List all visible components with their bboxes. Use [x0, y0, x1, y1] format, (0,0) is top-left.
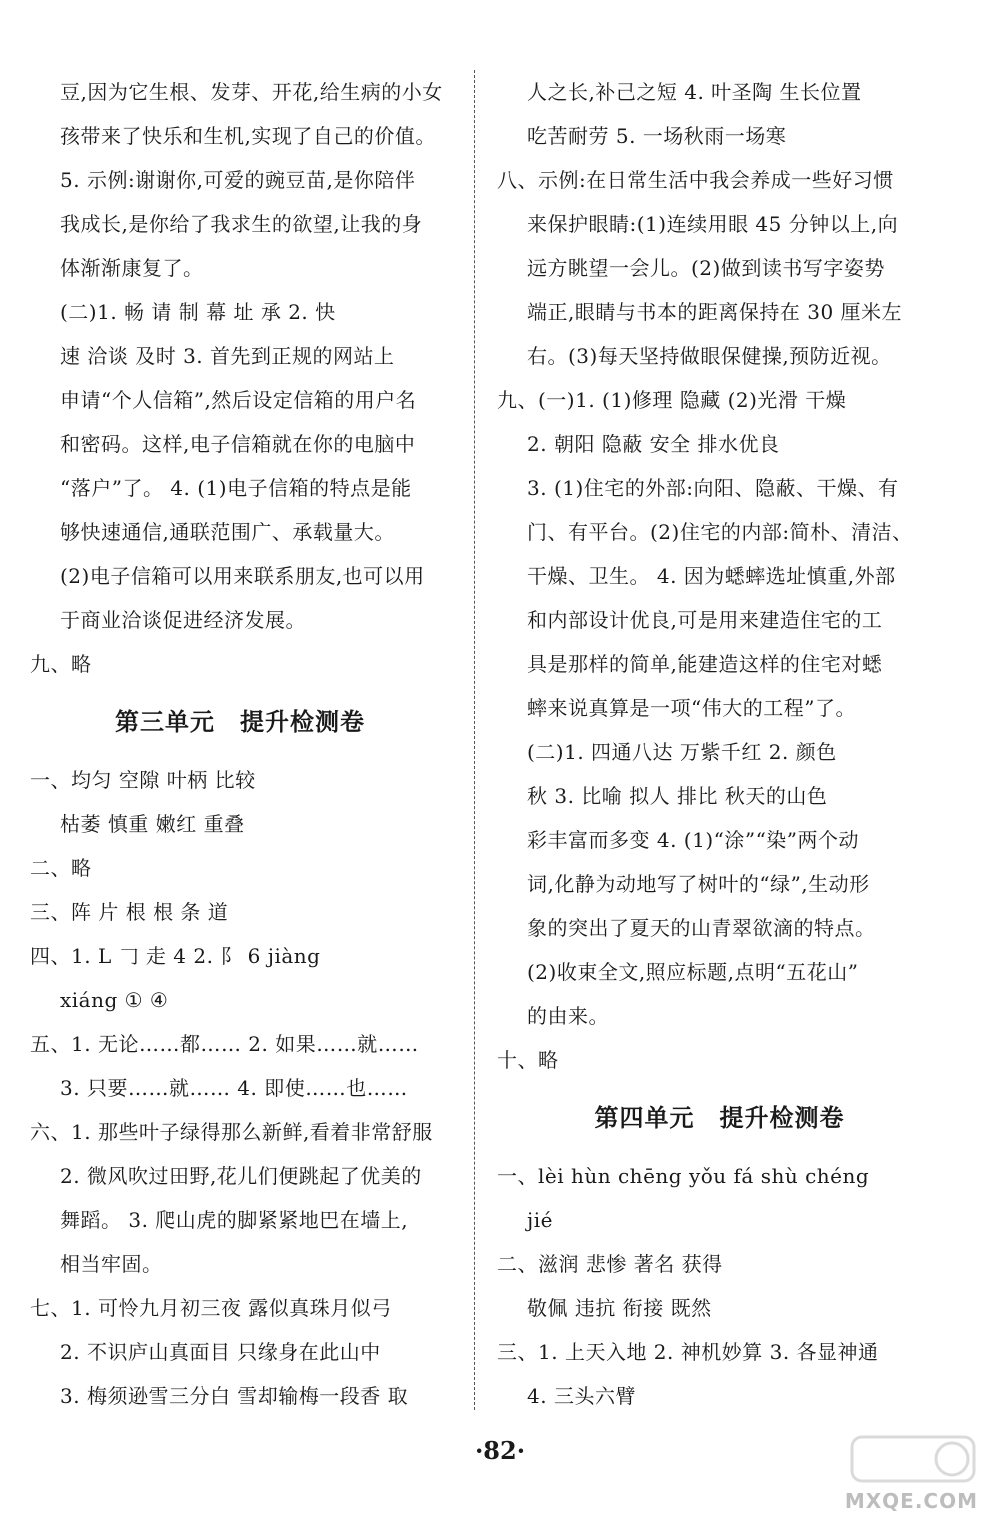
answer-line: 2. 微风吹过田野,花儿们便跳起了优美的 — [60, 1164, 422, 1188]
answer-line: 九、略 — [30, 652, 92, 676]
answer-line: 十、略 — [497, 1048, 559, 1072]
answer-line: 速 洽谈 及时 3. 首先到正规的网站上 — [60, 344, 395, 368]
answer-line: 蟀来说真算是一项“伟大的工程”了。 — [527, 696, 856, 720]
left-answers — [30, 70, 450, 686]
left-column — [30, 70, 450, 1418]
answer-line: 右。(3)每天坚持做眼保健操,预防近视。 — [527, 344, 892, 368]
page-number: ·82· — [474, 1436, 526, 1465]
answer-line: 二、滋润 悲惨 著名 获得 — [497, 1252, 723, 1276]
answer-line: (2)电子信箱可以用来联系朋友,也可以用 — [60, 564, 425, 588]
column-divider — [474, 70, 475, 1410]
unit3-answers — [30, 758, 450, 1418]
answer-line: 豆,因为它生根、发芽、开花,给生病的小女 — [60, 80, 443, 104]
answer-line: 词,化静为动地写了树叶的“绿”,生动形 — [527, 872, 870, 896]
answer-line: 枯萎 慎重 嫩红 重叠 — [60, 812, 245, 836]
answer-line: 二、略 — [30, 856, 92, 880]
answer-line: xiáng ① ④ — [60, 988, 169, 1012]
answer-line: 和密码。这样,电子信箱就在你的电脑中 — [60, 432, 416, 456]
answer-line: 的由来。 — [527, 1004, 609, 1028]
unit4-heading: 第四单元 提升检测卷 — [594, 1104, 845, 1132]
answer-line: 2. 不识庐山真面目 只缘身在此山中 — [60, 1340, 381, 1364]
answer-line: 干燥、卫生。 4. 因为蟋蟀选址慎重,外部 — [527, 564, 896, 588]
answer-line: 2. 朝阳 隐蔽 安全 排水优良 — [527, 432, 780, 456]
answer-line: 孩带来了快乐和生机,实现了自己的价值。 — [60, 124, 436, 148]
answer-line: 五、1. 无论……都…… 2. 如果……就…… — [30, 1032, 419, 1056]
answer-line: 秋 3. 比喻 拟人 排比 秋天的山色 — [527, 784, 828, 808]
answer-line: 相当牢固。 — [60, 1252, 163, 1276]
answer-line: 3. 梅须逊雪三分白 雪却输梅一段香 取 — [60, 1384, 409, 1408]
answer-line: 申请“个人信箱”,然后设定信箱的用户名 — [60, 388, 417, 412]
answer-line: 来保护眼睛:(1)连续用眼 45 分钟以上,向 — [527, 212, 899, 236]
answer-line: 端正,眼睛与书本的距离保持在 30 厘米左 — [527, 300, 903, 324]
answer-line: 3. (1)住宅的外部:向阳、隐蔽、干燥、有 — [527, 476, 899, 500]
answer-line: 四、1. L 𠃌 走 4 2. 阝 6 jiàng — [30, 944, 321, 968]
answer-line: 舞蹈。 3. 爬山虎的脚紧紧地巴在墙上, — [60, 1208, 409, 1232]
answer-line: 敬佩 违抗 衔接 既然 — [527, 1296, 712, 1320]
answer-line: 具是那样的简单,能建造这样的住宅对蟋 — [527, 652, 883, 676]
answer-line: “落户”了。 4. (1)电子信箱的特点是能 — [60, 476, 412, 500]
answer-line: 九、(一)1. (1)修理 隐藏 (2)光滑 干燥 — [497, 388, 847, 412]
answer-line: (二)1. 四通八达 万紫千红 2. 颜色 — [527, 740, 837, 764]
answer-line: 够快速通信,通联范围广、承载量大。 — [60, 520, 395, 544]
answer-line: 彩丰富而多变 4. (1)“涂”“染”两个动 — [527, 828, 860, 852]
answer-line: 三、阵 片 根 根 条 道 — [30, 900, 229, 924]
right-column — [497, 70, 942, 1418]
answer-line: 和内部设计优良,可是用来建造住宅的工 — [527, 608, 883, 632]
answer-line: 七、1. 可怜九月初三夜 露似真珠月似弓 — [30, 1296, 392, 1320]
answer-line: 八、示例:在日常生活中我会养成一些好习惯 — [497, 168, 894, 192]
answer-line: 吃苦耐劳 5. 一场秋雨一场寒 — [527, 124, 787, 148]
answer-line: 六、1. 那些叶子绿得那么新鲜,看着非常舒服 — [30, 1120, 433, 1144]
answer-line: 门、有平台。(2)住宅的内部:简朴、清洁、 — [527, 520, 913, 544]
answer-line: (二)1. 畅 请 制 幕 址 承 2. 快 — [60, 300, 336, 324]
answer-line: (2)收束全文,照应标题,点明“五花山” — [527, 960, 859, 984]
answer-line: 5. 示例:谢谢你,可爱的豌豆苗,是你陪伴 — [60, 168, 416, 192]
answer-line: 3. 只要……就…… 4. 即使……也…… — [60, 1076, 408, 1100]
answer-line: 三、1. 上天入地 2. 神机妙算 3. 各显神通 — [497, 1340, 879, 1364]
watermark-text: MXQE.COM — [844, 1489, 978, 1513]
answer-line: 远方眺望一会儿。(2)做到读书写字姿势 — [527, 256, 885, 280]
answer-line: 象的突出了夏天的山青翠欲滴的特点。 — [527, 916, 876, 940]
answer-line: 于商业洽谈促进经济发展。 — [60, 608, 306, 632]
unit3-heading: 第三单元 提升检测卷 — [115, 708, 365, 736]
right-answers — [497, 70, 942, 1082]
answer-line: 体渐渐康复了。 — [60, 256, 204, 280]
answer-line: 一、lèi hùn chēng yǒu fá shù chéng — [497, 1164, 870, 1188]
answer-line: jié — [527, 1208, 553, 1232]
unit4-answers — [497, 1154, 942, 1418]
answer-line: 我成长,是你给了我求生的欲望,让我的身 — [60, 212, 423, 236]
answer-line: 人之长,补己之短 4. 叶圣陶 生长位置 — [527, 80, 862, 104]
answer-line: 4. 三头六臂 — [527, 1384, 636, 1408]
answer-line: 一、均匀 空隙 叶柄 比较 — [30, 768, 256, 792]
